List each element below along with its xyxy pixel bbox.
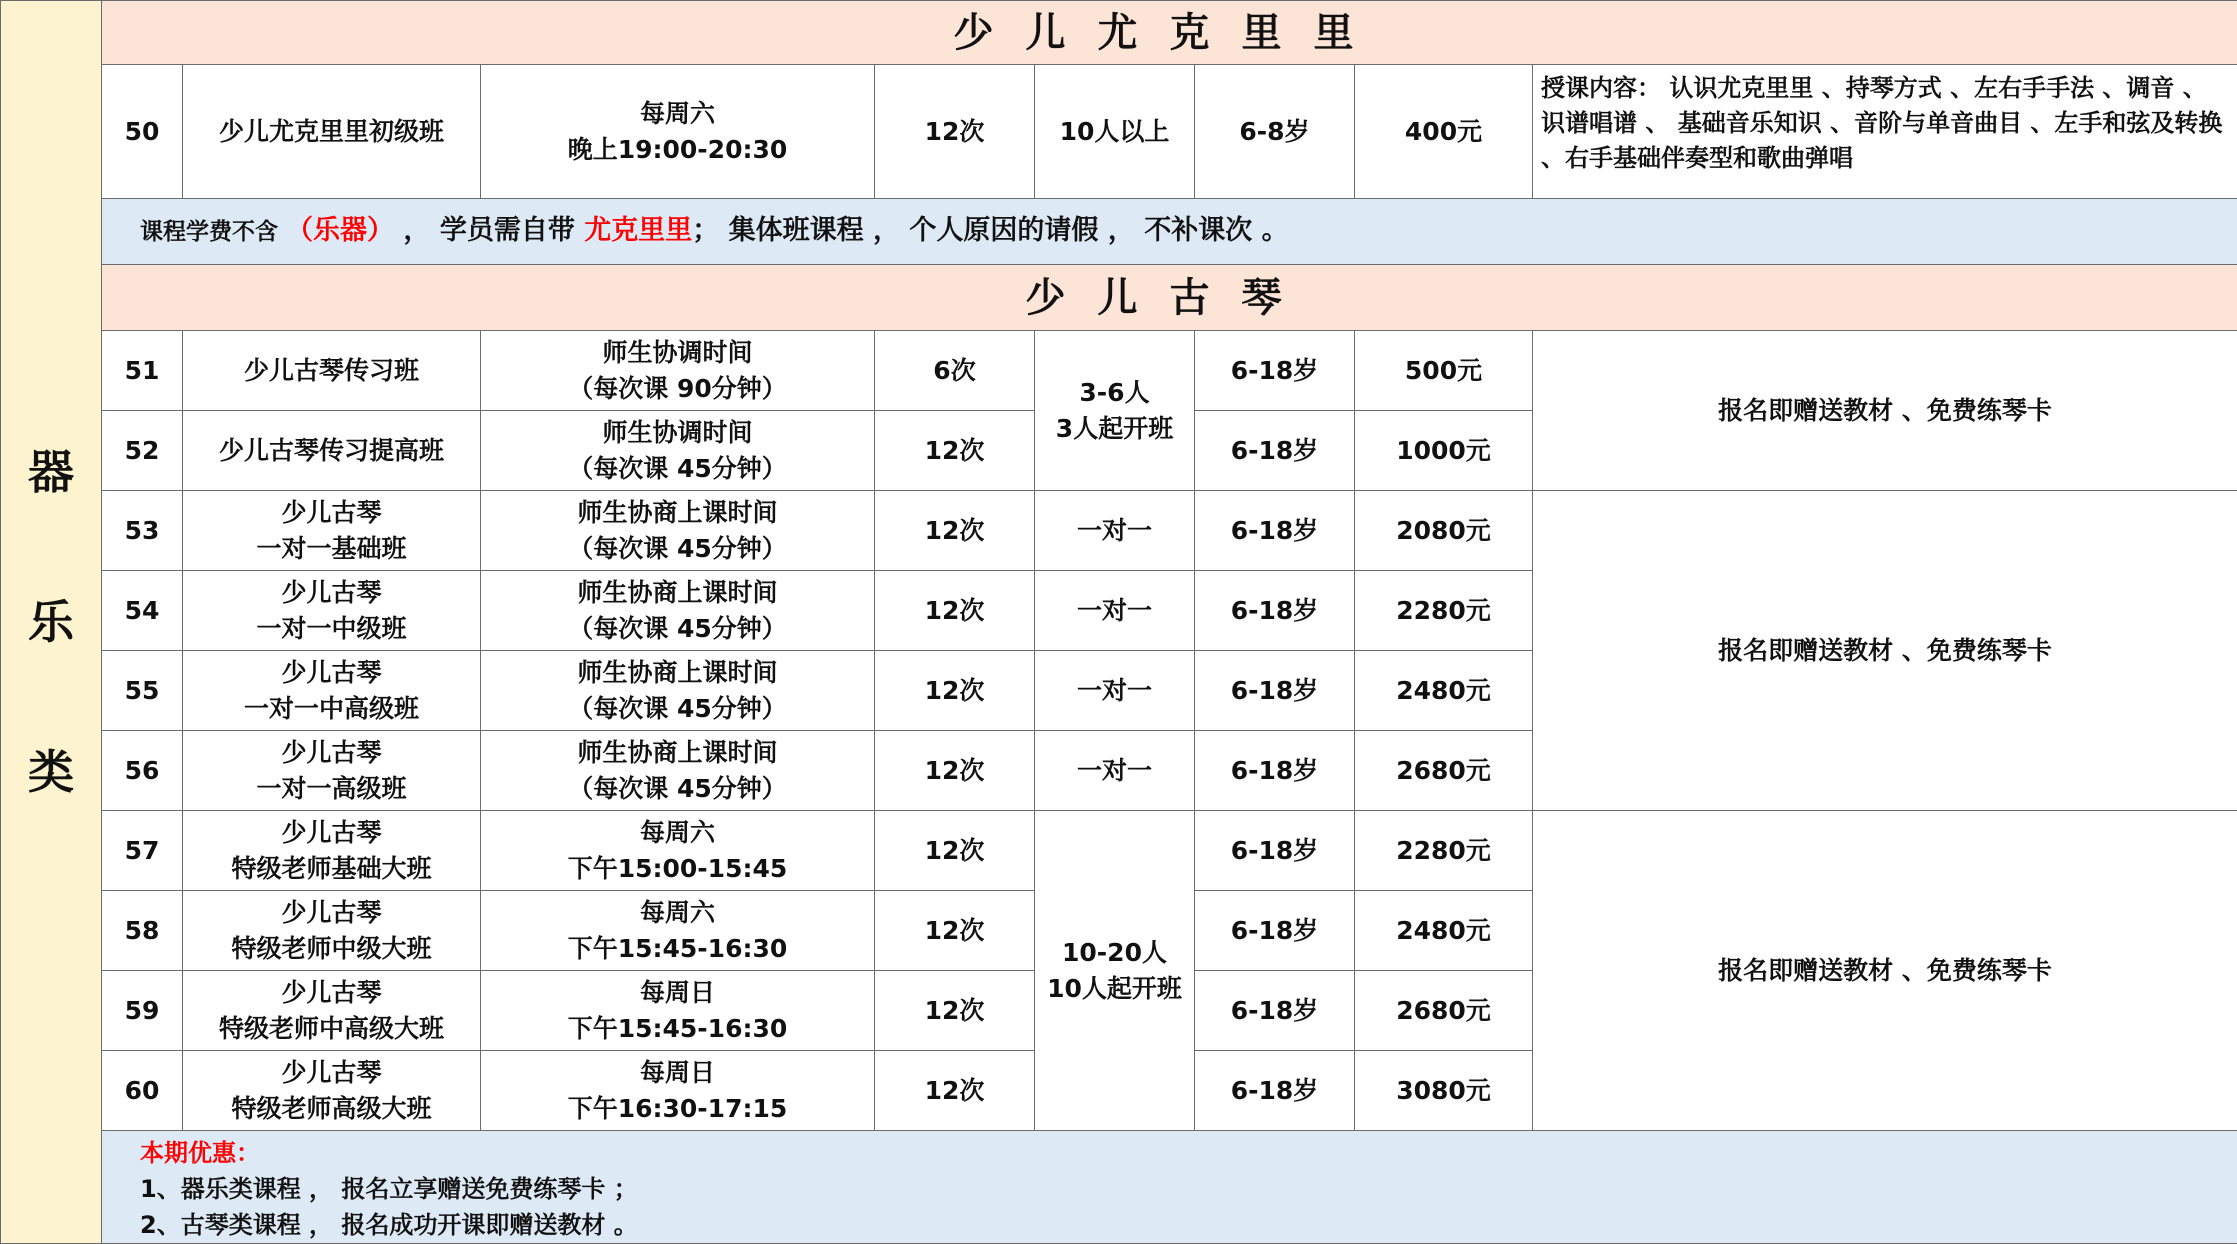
price: 2280元 xyxy=(1355,571,1533,651)
course-time: 每周日 下午15:45-16:30 xyxy=(481,971,875,1051)
price: 2080元 xyxy=(1355,491,1533,571)
class-size: 3-6人 3人起开班 xyxy=(1035,331,1195,491)
session-count: 12次 xyxy=(875,891,1035,971)
course-description: 授课内容： 认识尤克里里 、持琴方式 、左右手手法 、调音 、识谱唱谱 、 基础音乐知识 、音阶与单音曲目 、左手和弦及转换 、右手基础伴奏型和歌曲弹唱 xyxy=(1533,65,2237,199)
course-time: 师生协商上课时间 （每次课 45分钟） xyxy=(481,731,875,811)
session-count: 12次 xyxy=(875,491,1035,571)
table-row xyxy=(1,65,2237,199)
age-range: 6-18岁 xyxy=(1195,491,1355,571)
course-name: 少儿古琴 一对一中级班 xyxy=(183,571,481,651)
session-count: 12次 xyxy=(875,651,1035,731)
gift-note: 报名即赠送教材 、免费练琴卡 xyxy=(1533,491,2237,811)
course-time: 师生协商上课时间 （每次课 45分钟） xyxy=(481,571,875,651)
category-char: 类 xyxy=(1,697,101,847)
class-size: 一对一 xyxy=(1035,571,1195,651)
price: 2680元 xyxy=(1355,731,1533,811)
price: 3080元 xyxy=(1355,1051,1533,1131)
course-time: 师生协商上课时间 （每次课 45分钟） xyxy=(481,651,875,731)
course-number: 57 xyxy=(102,811,183,891)
course-number: 53 xyxy=(102,491,183,571)
age-range: 6-18岁 xyxy=(1195,651,1355,731)
course-name: 少儿古琴 特级老师中级大班 xyxy=(183,891,481,971)
category-char: 乐 xyxy=(1,547,101,697)
session-count: 6次 xyxy=(875,331,1035,411)
gift-note: 报名即赠送教材 、免费练琴卡 xyxy=(1533,811,2237,1131)
session-count: 12次 xyxy=(875,571,1035,651)
course-time: 每周日 下午16:30-17:15 xyxy=(481,1051,875,1131)
price: 500元 xyxy=(1355,331,1533,411)
age-range: 6-8岁 xyxy=(1195,65,1355,199)
course-number: 50 xyxy=(102,65,183,199)
course-name: 少儿古琴 特级老师基础大班 xyxy=(183,811,481,891)
price: 2680元 xyxy=(1355,971,1533,1051)
session-count: 12次 xyxy=(875,811,1035,891)
promotion-box xyxy=(102,1131,2237,1244)
class-size: 10-20人 10人起开班 xyxy=(1035,811,1195,1131)
price: 400元 xyxy=(1355,65,1533,199)
class-size: 一对一 xyxy=(1035,651,1195,731)
age-range: 6-18岁 xyxy=(1195,811,1355,891)
category-label xyxy=(1,1,102,1244)
session-count: 12次 xyxy=(875,971,1035,1051)
section-title-guqin: 少儿古琴 xyxy=(102,265,2237,331)
class-size: 10人以上 xyxy=(1035,65,1195,199)
course-name: 少儿古琴传习提高班 xyxy=(183,411,481,491)
course-number: 58 xyxy=(102,891,183,971)
age-range: 6-18岁 xyxy=(1195,331,1355,411)
course-time: 每周六 下午15:45-16:30 xyxy=(481,891,875,971)
category-char: 器 xyxy=(1,397,101,547)
course-name: 少儿古琴 一对一高级班 xyxy=(183,731,481,811)
price: 1000元 xyxy=(1355,411,1533,491)
session-count: 12次 xyxy=(875,1051,1035,1131)
course-number: 51 xyxy=(102,331,183,411)
price: 2480元 xyxy=(1355,891,1533,971)
session-count: 12次 xyxy=(875,731,1035,811)
course-number: 55 xyxy=(102,651,183,731)
ukulele-note: 课程学费不含 （乐器） ， 学员需自带 尤克里里； 集体班课程 ， 个人原因的请假 ， 不补课次 。 xyxy=(102,199,2237,265)
course-name: 少儿古琴 一对一基础班 xyxy=(183,491,481,571)
course-name: 少儿尤克里里初级班 xyxy=(183,65,481,199)
price: 2280元 xyxy=(1355,811,1533,891)
promotion-title: 本期优惠： xyxy=(140,1135,2237,1171)
table-row xyxy=(1,811,2237,891)
course-time: 师生协调时间 （每次课 45分钟） xyxy=(481,411,875,491)
course-number: 52 xyxy=(102,411,183,491)
course-number: 59 xyxy=(102,971,183,1051)
course-time: 师生协商上课时间 （每次课 45分钟） xyxy=(481,491,875,571)
age-range: 6-18岁 xyxy=(1195,411,1355,491)
course-name: 少儿古琴 特级老师中高级大班 xyxy=(183,971,481,1051)
promotion-item: 2、古琴类课程 ， 报名成功开课即赠送教材 。 xyxy=(140,1207,2237,1243)
session-count: 12次 xyxy=(875,411,1035,491)
course-name: 少儿古琴 一对一中高级班 xyxy=(183,651,481,731)
age-range: 6-18岁 xyxy=(1195,571,1355,651)
gift-note: 报名即赠送教材 、免费练琴卡 xyxy=(1533,331,2237,491)
course-number: 54 xyxy=(102,571,183,651)
table-row xyxy=(1,491,2237,571)
course-time: 师生协调时间 （每次课 90分钟） xyxy=(481,331,875,411)
table-row xyxy=(1,331,2237,411)
course-number: 60 xyxy=(102,1051,183,1131)
age-range: 6-18岁 xyxy=(1195,731,1355,811)
course-name: 少儿古琴 特级老师高级大班 xyxy=(183,1051,481,1131)
promotion-item: 1、器乐类课程 ， 报名立享赠送免费练琴卡 ； xyxy=(140,1171,2237,1207)
age-range: 6-18岁 xyxy=(1195,891,1355,971)
age-range: 6-18岁 xyxy=(1195,971,1355,1051)
age-range: 6-18岁 xyxy=(1195,1051,1355,1131)
course-number: 56 xyxy=(102,731,183,811)
course-time: 每周六 下午15:00-15:45 xyxy=(481,811,875,891)
class-size: 一对一 xyxy=(1035,491,1195,571)
section-title-ukulele: 少儿尤克里里 xyxy=(102,1,2237,65)
course-time: 每周六 晚上19:00-20:30 xyxy=(481,65,875,199)
class-size: 一对一 xyxy=(1035,731,1195,811)
session-count: 12次 xyxy=(875,65,1035,199)
course-name: 少儿古琴传习班 xyxy=(183,331,481,411)
price: 2480元 xyxy=(1355,651,1533,731)
